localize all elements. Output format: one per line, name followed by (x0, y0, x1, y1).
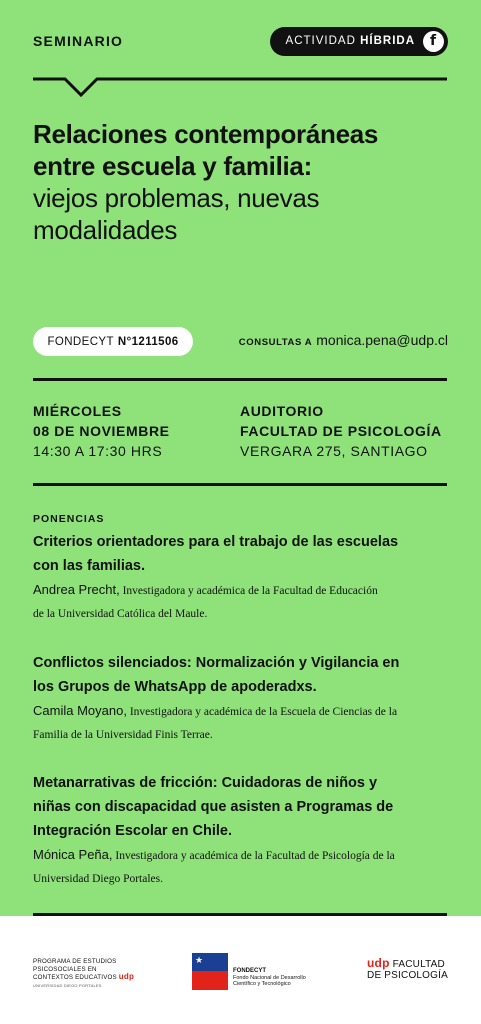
venue-address: VERGARA 275, SANTIAGO (240, 443, 428, 459)
fondecyt-badge (33, 327, 193, 356)
talk-item (33, 530, 451, 626)
government-logo (192, 953, 228, 990)
facebook-icon[interactable]: f (423, 31, 444, 52)
title-line: entre escuela y familia: (33, 151, 312, 181)
talk-title: Metanarrativas de fricción: Cuidadoras de niños y (33, 775, 378, 791)
page-title (33, 118, 453, 246)
event-time: 14:30 A 17:30 HRS (33, 443, 163, 459)
date-time-block (33, 401, 170, 461)
subtitle-line: viejos problemas, nuevas (33, 183, 320, 213)
talk-title: con las familias. (33, 558, 146, 574)
speaker-line: Camila Moyano, Investigadora y académica de la Escuela de Ciencias de la (33, 703, 398, 718)
fondecyt-logo: FONDECYT Fondo Nacional de Desarrollo Científico y Tecnológico (233, 968, 306, 987)
event-date: 08 DE NOVIEMBRE (33, 423, 170, 439)
contact-label: CONSULTAS A (238, 337, 313, 348)
divider (33, 378, 447, 381)
venue-name: AUDITORIO (240, 403, 324, 419)
fondecyt-number: N°1211506 (117, 335, 179, 348)
speaker-affiliation: de la Universidad Católica del Maule. (33, 608, 208, 620)
speaker-name: Camila Moyano, (33, 703, 127, 718)
speaker-line: Andrea Precht, Investigadora y académica de la Facultad de Educación (33, 582, 378, 597)
talk-title: Integración Escolar en Chile. (33, 823, 233, 839)
contact (239, 332, 448, 348)
event-day: MIÉRCOLES (33, 403, 122, 419)
fondecyt-label: FONDECYT (47, 335, 114, 348)
footer (0, 916, 481, 1024)
program-logo: PROGRAMA DE ESTUDIOS PSICOSOCIALES EN CONTEXTOS EDUCATIVOS udp UNIVERSIDAD DIEGO PORTALES (33, 958, 135, 988)
talk-item (33, 651, 451, 747)
contact-email[interactable]: monica.pena@udp.cl (316, 332, 448, 348)
venue-block (240, 401, 442, 461)
divider (33, 483, 447, 486)
title-line: Relaciones contemporáneas (33, 119, 379, 149)
star-icon: ★ (195, 956, 204, 966)
ponencias-label: PONENCIAS (33, 513, 105, 525)
subtitle-line: modalidades (33, 215, 178, 245)
speaker-line: Mónica Peña, Investigadora y académica de la Facultad de Psicología de la (33, 847, 395, 862)
activity-label: ACTIVIDAD HÍBRIDA (285, 35, 415, 47)
faculty-logo: udp FACULTAD DE PSICOLOGÍA (367, 956, 448, 981)
talk-title: Criterios orientadores para el trabajo de las escuelas (33, 534, 399, 550)
top-bar (33, 26, 448, 56)
event-type-label: SEMINARIO (33, 33, 124, 49)
speaker-affiliation: Familia de la Universidad Finis Terrae. (33, 729, 213, 741)
talk-title: Conflictos silenciados: Normalización y Vigilancia en (33, 655, 400, 671)
notch-divider (33, 68, 447, 98)
talk-item (33, 771, 451, 891)
speaker-name: Mónica Peña, (33, 847, 113, 862)
talk-title: niñas con discapacidad que asisten a Programas de (33, 799, 394, 815)
hybrid-activity-badge (270, 27, 448, 56)
speaker-name: Andrea Precht, (33, 582, 120, 597)
talk-title: los Grupos de WhatsApp de apoderadxs. (33, 679, 317, 695)
venue-faculty: FACULTAD DE PSICOLOGÍA (240, 423, 442, 439)
speaker-affiliation: Universidad Diego Portales. (33, 873, 163, 885)
